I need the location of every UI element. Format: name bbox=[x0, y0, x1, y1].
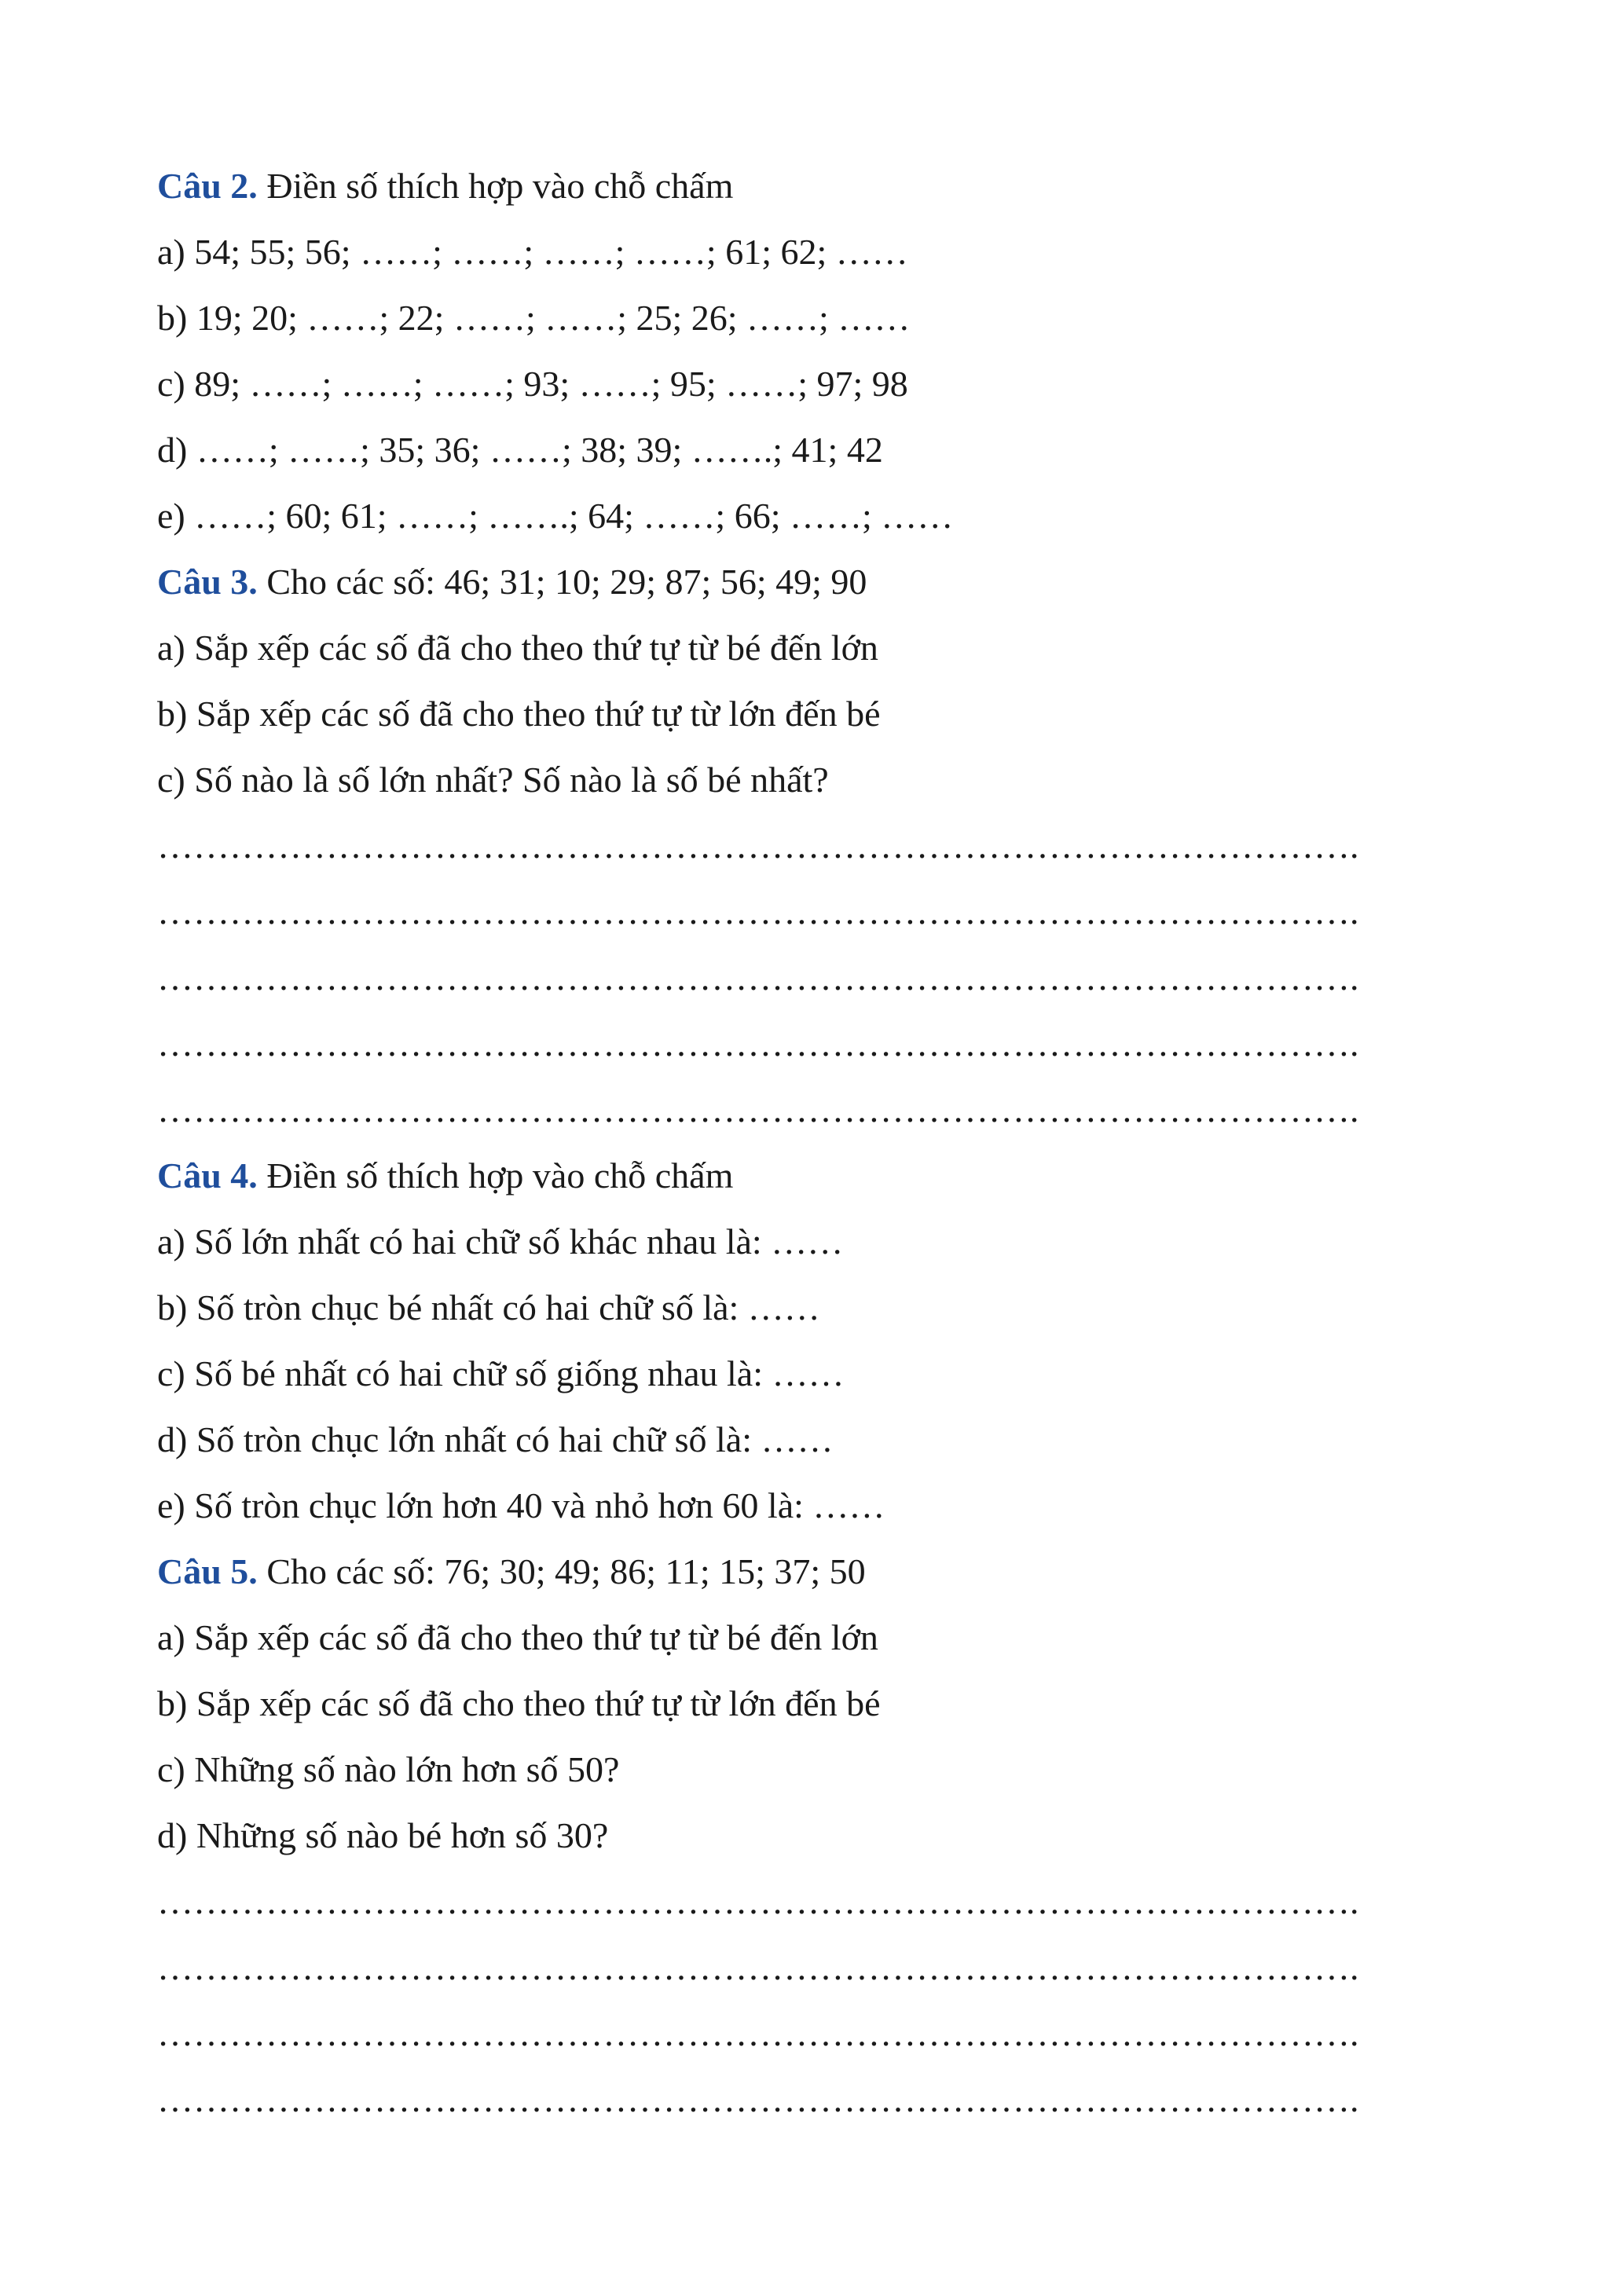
q4-item-e: e) Số tròn chục lớn hơn 40 và nhỏ hơn 60 là: …… bbox=[157, 1485, 885, 1525]
q5-item-b: b) Sắp xếp các số đã cho theo thứ tự từ lớn đến bé bbox=[157, 1683, 881, 1723]
q3-text: Cho các số: 46; 31; 10; 29; 87; 56; 49; 90 bbox=[257, 562, 867, 602]
q5-answer-line-4[interactable]: ………………………………………………………………………………………. bbox=[157, 2079, 1359, 2119]
q4-item-a: a) Số lớn nhất có hai chữ số khác nhau là: …… bbox=[157, 1221, 844, 1262]
q4-item-c: c) Số bé nhất có hai chữ số giống nhau là: …… bbox=[157, 1353, 845, 1393]
q5-answer-line-1[interactable]: ………………………………………………………………………………………. bbox=[157, 1881, 1359, 1921]
q3-label: Câu 3. bbox=[157, 562, 258, 602]
q5-label: Câu 5. bbox=[157, 1551, 258, 1591]
q3-answer-line-4[interactable]: ………………………………………………………………………………………. bbox=[157, 1023, 1359, 1064]
q2-item-e: e) ……; 60; 61; ……; …….; 64; ……; 66; ……; …… bbox=[157, 496, 954, 536]
q3-answer-line-3[interactable]: ………………………………………………………………………………………. bbox=[157, 958, 1359, 998]
q4-item-b: b) Số tròn chục bé nhất có hai chữ số là: …… bbox=[157, 1287, 820, 1327]
worksheet-page bbox=[157, 153, 1477, 2133]
q4-label: Câu 4. bbox=[157, 1155, 258, 1196]
q5-item-c: c) Những số nào lớn hơn số 50? bbox=[157, 1749, 620, 1789]
q2-item-d: d) ……; ……; 35; 36; ……; 38; 39; …….; 41; 42 bbox=[157, 430, 883, 470]
q2-item-c: c) 89; ……; ……; ……; 93; ……; 95; ……; 97; 98 bbox=[157, 364, 908, 404]
q2-item-b: b) 19; 20; ……; 22; ……; ……; 25; 26; ……; …… bbox=[157, 298, 911, 338]
q2-label: Câu 2. bbox=[157, 166, 258, 206]
q5-item-d: d) Những số nào bé hơn số 30? bbox=[157, 1815, 609, 1855]
q4-heading bbox=[157, 1143, 1477, 1209]
q3-heading bbox=[157, 549, 1477, 615]
q5-item-a: a) Sắp xếp các số đã cho theo thứ tự từ bé đến lớn bbox=[157, 1617, 878, 1657]
q4-text: Điền số thích hợp vào chỗ chấm bbox=[257, 1155, 734, 1196]
q5-text: Cho các số: 76; 30; 49; 86; 11; 15; 37; 50 bbox=[257, 1551, 866, 1591]
q5-answer-line-2[interactable]: ………………………………………………………………………………………. bbox=[157, 1947, 1359, 1987]
q4-item-d: d) Số tròn chục lớn nhất có hai chữ số là: …… bbox=[157, 1419, 834, 1459]
q3-answer-line-5[interactable]: ………………………………………………………………………………………. bbox=[157, 1089, 1359, 1130]
q3-answer-line-2[interactable]: ………………………………………………………………………………………. bbox=[157, 892, 1359, 932]
q2-heading bbox=[157, 153, 1477, 219]
q2-item-a: a) 54; 55; 56; ……; ……; ……; ……; 61; 62; …… bbox=[157, 232, 908, 272]
q3-item-c: c) Số nào là số lớn nhất? Số nào là số bé nhất? bbox=[157, 760, 829, 800]
q3-item-a: a) Sắp xếp các số đã cho theo thứ tự từ bé đến lớn bbox=[157, 628, 878, 668]
q2-text: Điền số thích hợp vào chỗ chấm bbox=[257, 166, 734, 206]
q5-answer-line-3[interactable]: ………………………………………………………………………………………. bbox=[157, 2013, 1359, 2053]
q5-heading bbox=[157, 1539, 1477, 1605]
q3-answer-line-1[interactable]: ………………………………………………………………………………………. bbox=[157, 826, 1359, 866]
q3-item-b: b) Sắp xếp các số đã cho theo thứ tự từ lớn đến bé bbox=[157, 694, 881, 734]
